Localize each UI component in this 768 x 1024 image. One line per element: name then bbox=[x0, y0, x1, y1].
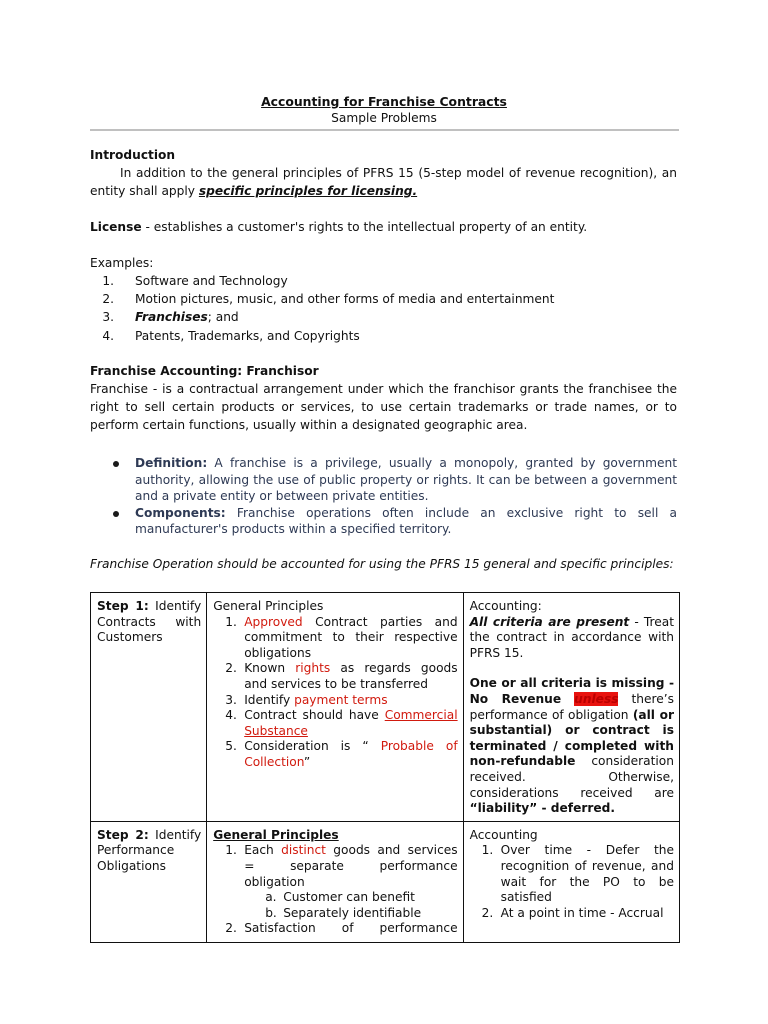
list-item: 3. Identify payment terms bbox=[225, 692, 388, 707]
list-item: 1. Over time - Defer the recognition of revenue, and wait for the PO to be satisfied bbox=[481, 843, 674, 905]
bullet-icon bbox=[113, 511, 119, 517]
table-cell: General Principles 1. Each distinct goods and services = separate performance obligation a. Customer can benefit b. Separately identifiable 2. Satisfaction of performance bbox=[207, 821, 463, 942]
list-item: 1. Software and Technology bbox=[102, 274, 288, 288]
introduction-section bbox=[90, 146, 677, 200]
table-row bbox=[91, 593, 680, 822]
general-principles-list bbox=[213, 843, 457, 937]
accounting-list bbox=[470, 843, 674, 921]
list-item: 2. Known rights as regards goods and services to be transferred bbox=[225, 661, 458, 691]
list-item: 4. Patents, Trademarks, and Copyrights bbox=[102, 328, 360, 343]
license-definition: License - establishes a customer's rights to the intellectual property of an entity. bbox=[90, 220, 588, 234]
examples-label: Examples: bbox=[90, 256, 154, 270]
specific-principles-emphasis: specific principles for licensing. bbox=[198, 184, 418, 198]
list-item: 3. Franchises; and bbox=[102, 310, 239, 325]
steps-table bbox=[90, 592, 680, 943]
list-item: Components: Franchise operations often include an exclusive right to sell a manufacturer's products within a specified territory. bbox=[104, 505, 677, 538]
examples-list bbox=[90, 272, 554, 345]
franchisor-paragraph: Franchise - is a contractual arrangement under which the franchisor grants the franchisee the right to sell certain products or services, to use certain trademarks or trade names, or to perform certain functions, usually within a designated geographic area. bbox=[90, 382, 677, 432]
title-divider bbox=[90, 129, 679, 131]
table-cell: General Principles 1. Approved Contract parties and commitment to their respective obligations 2. Known rights as regards goods and services to be transferred 3. Identify payment terms 4. Contract should have Commercial Substance 5. Consideration is “ Probable of Collection” bbox=[207, 593, 463, 822]
list-item: 1. Each distinct goods and services = separate performance obligation a. Customer can benefit b. Separately identifiable bbox=[213, 843, 457, 921]
table-cell: Accounting: All criteria are present - Treat the contract in accordance with PFRS 15. One or all criteria is missing - No Revenue unless there’s performance of obligation (all or substantial) or contract is terminated / completed with non-refundable consideration received. Otherwise, considerations received are “liability” - deferred. bbox=[463, 593, 679, 822]
list-item: 2. Motion pictures, music, and other forms of media and entertainment bbox=[102, 292, 555, 307]
list-item: 5. Consideration is “ Probable of Collection” bbox=[225, 739, 458, 769]
franchise-bullets bbox=[104, 455, 677, 538]
table-row bbox=[91, 821, 680, 942]
document-subtitle: Sample Problems bbox=[331, 111, 437, 125]
bullet-icon bbox=[113, 461, 119, 467]
list-item: 1. Approved Contract parties and commitment to their respective obligations bbox=[225, 614, 458, 660]
introduction-heading: Introduction bbox=[90, 148, 176, 162]
list-item: 2. Satisfaction of performance bbox=[225, 921, 458, 936]
list-item: a. Customer can benefit bbox=[265, 890, 415, 905]
franchisor-section bbox=[90, 362, 677, 434]
list-item: b. Separately identifiable bbox=[265, 905, 422, 920]
franchisor-heading: Franchise Accounting: Franchisor bbox=[90, 364, 319, 378]
table-cell: Accounting 1. Over time - Defer the recognition of revenue, and wait for the PO to be satisfied 2. At a point in time - Accrual bbox=[463, 821, 679, 942]
table-cell: Step 1: Identify Contracts with Customers bbox=[91, 593, 207, 822]
general-principles-list bbox=[213, 615, 457, 771]
list-item: 4. Contract should have Commercial Substance bbox=[225, 708, 458, 738]
list-item: Definition: A franchise is a privilege, usually a monopoly, granted by government authority, allowing the use of public property or rights. It can be between a government and a private entity or between private entities. bbox=[104, 455, 677, 505]
operation-statement: Franchise Operation should be accounted for using the PFRS 15 general and specific principles: bbox=[90, 557, 674, 571]
list-item: 2. At a point in time - Accrual bbox=[481, 905, 664, 920]
sub-list bbox=[213, 890, 457, 921]
table-cell: Step 2: Identify Performance Obligations bbox=[91, 821, 207, 942]
introduction-paragraph: In addition to the general principles of PFRS 15 (5-step model of revenue recognition), an entity shall apply specific principles for licensing. bbox=[90, 166, 677, 198]
document-title: Accounting for Franchise Contracts bbox=[261, 94, 507, 109]
